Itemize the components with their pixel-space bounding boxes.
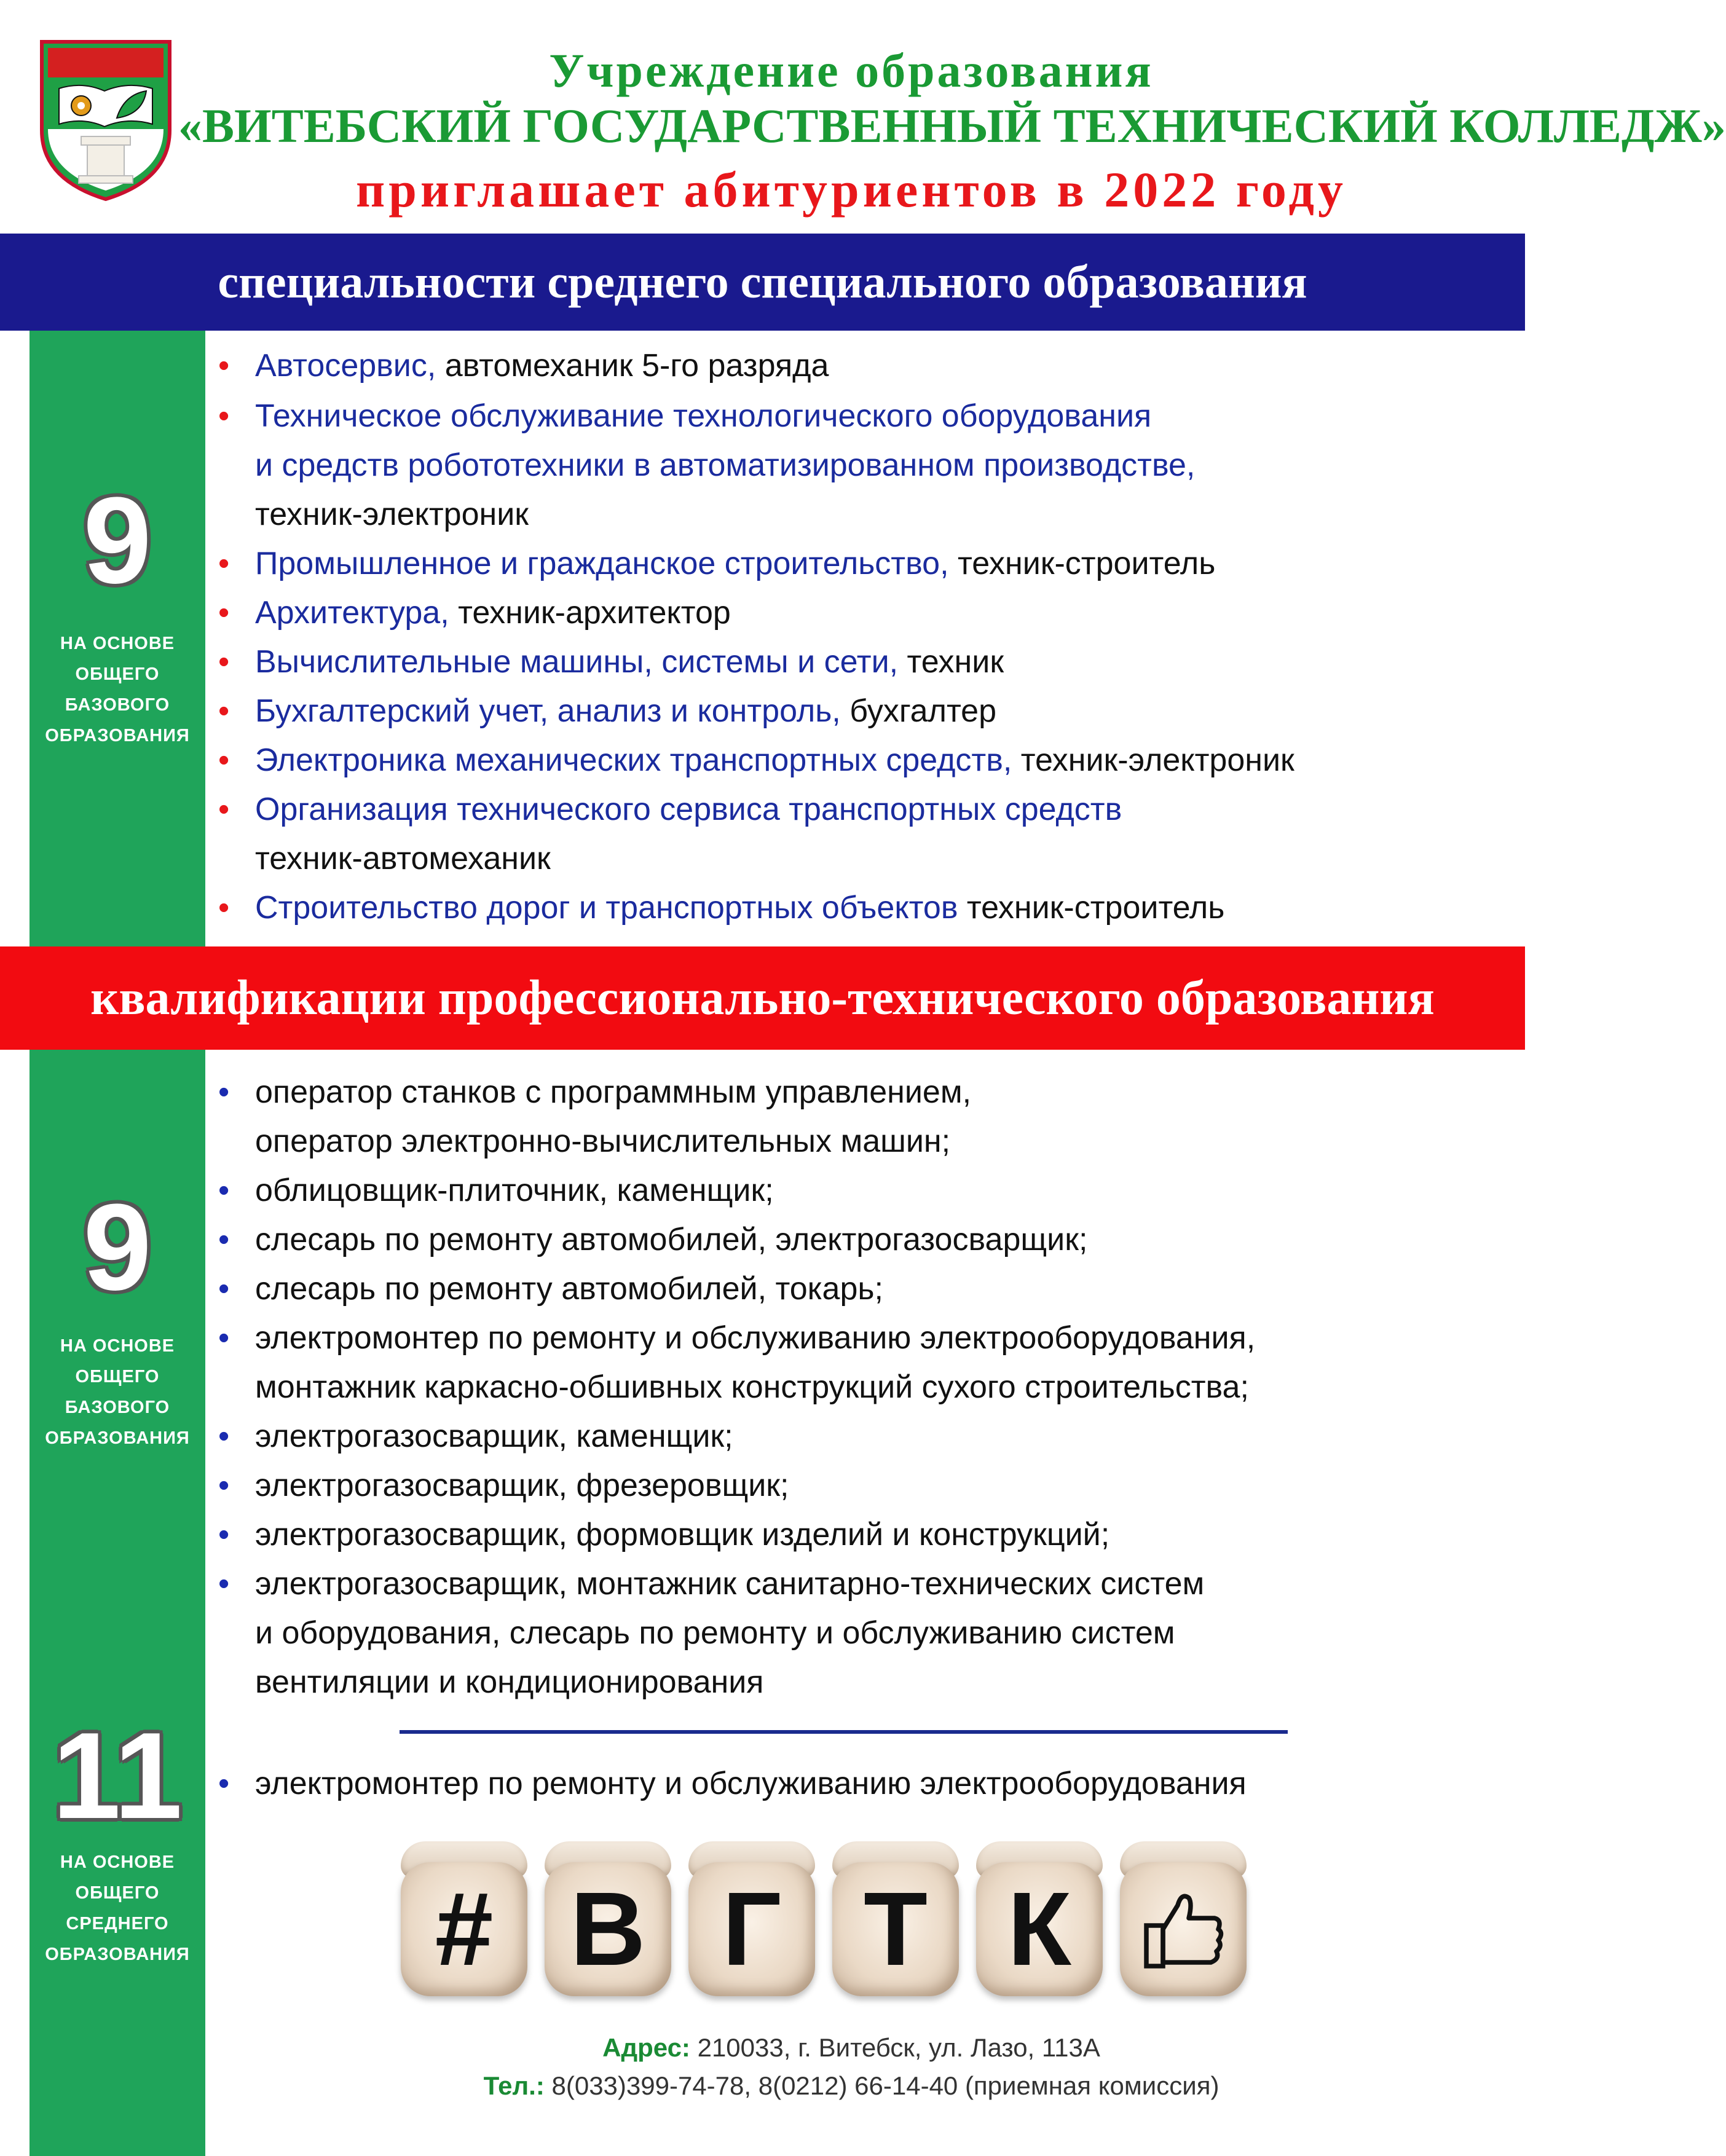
phone-line: Тел.: 8(033)399-74-78, 8(0212) 66-14-40 (приемная комиссия): [483, 2071, 1220, 2100]
basis-line: БАЗОВОГО: [65, 1398, 170, 1417]
die-letter-t: Т: [832, 1862, 959, 1996]
die-thumbs-up: [1120, 1862, 1247, 1996]
college-emblem: [38, 38, 173, 203]
basis-line: ОБРАЗОВАНИЯ: [45, 726, 190, 746]
header-invitation: приглашает абитуриентов в 2022 году: [355, 162, 1347, 218]
thumbs-up-icon: [1137, 1883, 1229, 1975]
die-letter-k: К: [976, 1862, 1103, 1996]
section2-banner: квалификации профессионально-технического образования: [0, 946, 1525, 1050]
section-divider: [400, 1730, 1288, 1734]
address-line: Адрес: 210033, г. Витебск, ул. Лазо, 113А: [602, 2033, 1100, 2062]
section3-basis: [30, 1847, 205, 1970]
header-college-name: «ВИТЕБСКИЙ ГОСУДАРСТВЕННЫЙ ТЕХНИЧЕСКИЙ КОЛЛЕДЖ»: [178, 99, 1726, 152]
basis-line: НА ОСНОВЕ: [60, 1852, 175, 1872]
basis-line: СРЕДНЕГО: [66, 1914, 169, 1934]
die-hash: #: [401, 1862, 527, 1996]
basis-line: ОБЩЕГО: [75, 1367, 160, 1387]
basis-line: ОБЩЕГО: [75, 1883, 160, 1903]
section2-number: 9: [83, 1179, 152, 1316]
basis-line: БАЗОВОГО: [65, 695, 170, 715]
basis-line: ОБЩЕГО: [75, 664, 160, 684]
section1-number: 9: [83, 472, 152, 609]
basis-line: ОБРАЗОВАНИЯ: [45, 1428, 190, 1448]
section3-number: 11: [52, 1707, 183, 1844]
die-letter-g: Г: [688, 1862, 815, 1996]
section2-basis: [30, 1331, 205, 1454]
section1-banner: специальности среднего специального образования: [0, 234, 1525, 331]
header-institution-type: Учреждение образования: [549, 44, 1154, 97]
basis-line: НА ОСНОВЕ: [60, 1336, 175, 1356]
basis-line: НА ОСНОВЕ: [60, 634, 175, 653]
die-letter-v: В: [545, 1862, 671, 1996]
basis-line: ОБРАЗОВАНИЯ: [45, 1945, 190, 1964]
section1-basis: [30, 628, 205, 751]
